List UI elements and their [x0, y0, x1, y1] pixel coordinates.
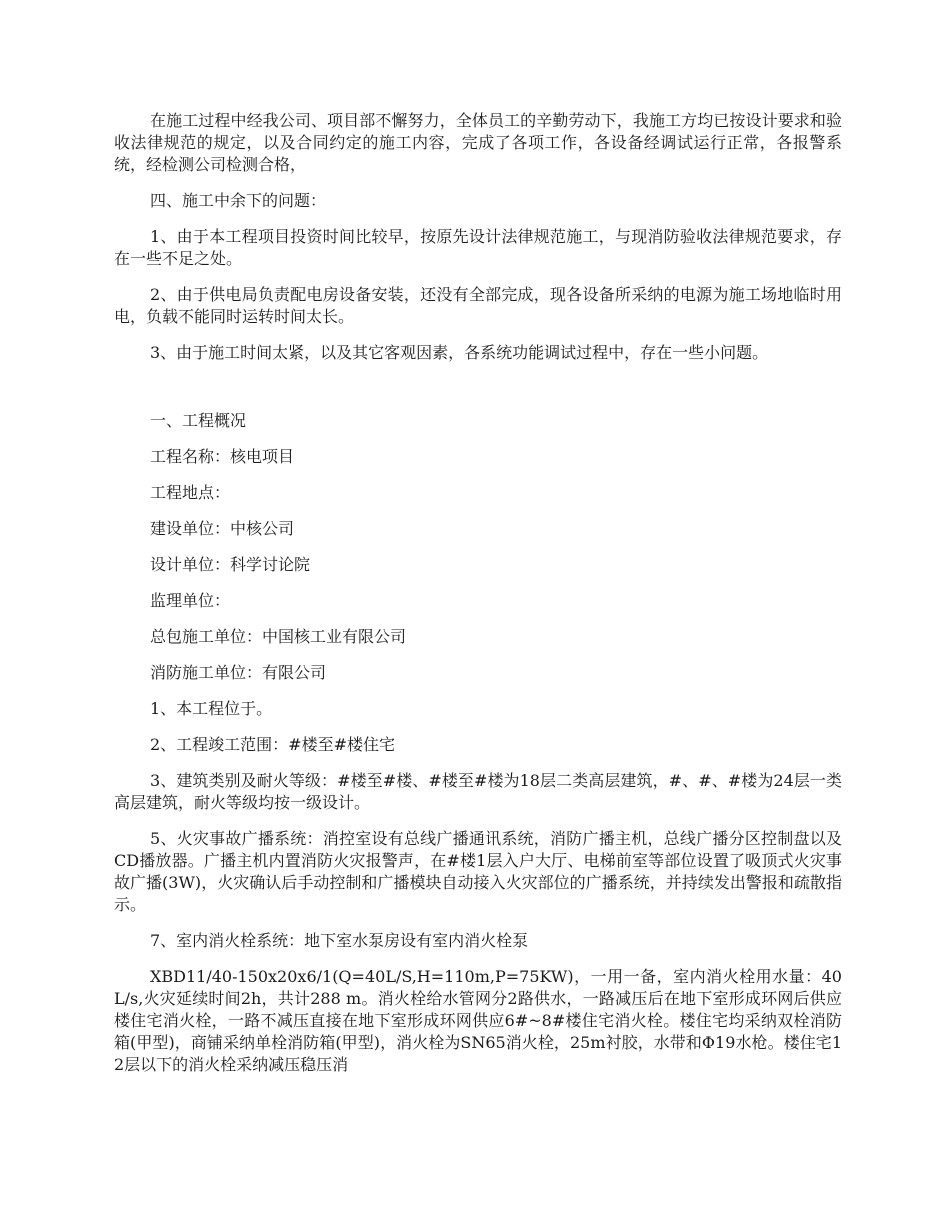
overview-item-3: 3、建筑类别及耐火等级：#楼至#楼、#楼至#楼为18层二类高层建筑，#、#、#楼为24层一类高层建筑，耐火等级均按一级设计。	[114, 771, 842, 812]
supervisor-field: 监理单位：	[150, 591, 231, 610]
overview-item-5: 5、火灾事故广播系统：消控室设有总线广播通讯系统，消防广播主机，总线广播分区控制盘以及CD播放器。广播主机内置消防火灾报警声，在#楼1层入户大厅、电梯前室等部位设置了吸顶式火灾事故广播(3W)，火灾确认后手动控制和广播模块自动接入火灾部位的广播系统，并持续发出警报和疏散指示。	[114, 829, 842, 914]
project-name-field: 工程名称：核电项目	[150, 447, 295, 466]
fire-contractor-field: 消防施工单位：有限公司	[150, 663, 327, 682]
intro-paragraph: 在施工过程中经我公司、项目部不懈努力，全体员工的辛勤劳动下，我施工方均已按设计要求和验收法律规范的规定，以及合同约定的施工内容，完成了各项工作，各设备经调试运行正常，各报警系统，经检测公司检测合格，	[114, 111, 842, 174]
issue-3-paragraph: 3、由于施工时间太紧，以及其它客观因素，各系统功能调试过程中，存在一些小问题。	[150, 343, 769, 362]
section-heading-remaining-issues: 四、施工中余下的问题：	[150, 191, 327, 210]
overview-item-2: 2、工程竣工范围：#楼至#楼住宅	[150, 735, 395, 754]
builder-field: 建设单位：中核公司	[150, 519, 295, 538]
designer-field: 设计单位：科学讨论院	[150, 555, 311, 574]
issue-2-paragraph: 2、由于供电局负责配电房设备安装，还没有全部完成，现各设备所采纳的电源为施工场地临时用电，负载不能同时运转时间太长。	[114, 285, 842, 326]
document-page	[114, 110, 842, 1090]
project-location-field: 工程地点：	[150, 483, 231, 502]
section-heading-overview: 一、工程概况	[150, 411, 247, 430]
issue-1-paragraph: 1、由于本工程项目投资时间比较早，按原先设计法律规范施工，与现消防验收法律规范要求，存在一些不足之处。	[114, 227, 842, 268]
section-gap	[114, 378, 842, 410]
overview-item-1: 1、本工程位于。	[150, 699, 273, 718]
overview-item-7: 7、室内消火栓系统：地下室水泵房设有室内消火栓泵	[150, 931, 529, 950]
overview-item-7-continued: XBD11/40-150x20x6/1(Q=40L/S,H=110m,P=75KW)，一用一备，室内消火栓用水量：40L/s,火灾延续时间2h，共计288 m。消火栓给水管网分2路供水，一路减压后在地下室形成环网后供应楼住宅消火栓，一路不减压直接在地下室形成环网供应6#~8#楼住宅消火栓。楼住宅均采纳双栓消防箱(甲型)，商铺采纳单栓消防箱(甲型)，消火栓为SN65消火栓，25m衬胶，水带和Φ19水枪。楼住宅12层以下的消火栓采纳减压稳压消	[114, 967, 842, 1074]
general-contractor-field: 总包施工单位：中国核工业有限公司	[150, 627, 407, 646]
